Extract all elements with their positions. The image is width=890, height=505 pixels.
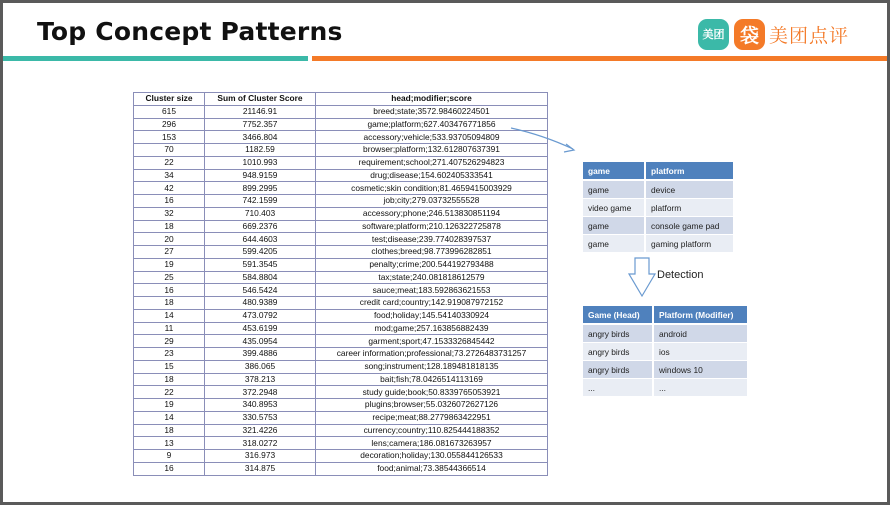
table-cell: tax;state;240.081818612579 [316, 271, 548, 284]
logo-badge-orange: 袋 [734, 19, 765, 50]
column-header: platform [645, 162, 733, 180]
table-cell: 546.5424 [205, 284, 316, 297]
table-cell: 316.973 [205, 450, 316, 463]
table-cell: penalty;crime;200.544192793488 [316, 258, 548, 271]
table-cell: 318.0272 [205, 437, 316, 450]
table-cell: 296 [134, 118, 205, 131]
table-cell: 42 [134, 182, 205, 195]
slide [3, 3, 887, 502]
column-header: Cluster size [134, 93, 205, 106]
table-cell: 32 [134, 207, 205, 220]
table-cell: 18 [134, 373, 205, 386]
table-cell: 16 [134, 284, 205, 297]
table-cell: 584.8804 [205, 271, 316, 284]
table-cell: 1010.993 [205, 156, 316, 169]
table-cell: game [583, 217, 645, 235]
table-cell: accessory;phone;246.513830851194 [316, 207, 548, 220]
table-cell: ... [583, 379, 653, 397]
table-cell: 23 [134, 348, 205, 361]
table-cell: 22 [134, 156, 205, 169]
table-cell: food;holiday;145.54140330924 [316, 309, 548, 322]
table-cell: lens;camera;186.081673263957 [316, 437, 548, 450]
table-cell: requirement;school;271.407526294823 [316, 156, 548, 169]
column-header: Sum of Cluster Score [205, 93, 316, 106]
table-cell: 480.9389 [205, 297, 316, 310]
slide-title: Top Concept Patterns [37, 17, 343, 46]
table-cell: 27 [134, 246, 205, 259]
table-cell: bait;fish;78.0426514113169 [316, 373, 548, 386]
table-cell: 386.065 [205, 360, 316, 373]
table-cell: 599.4205 [205, 246, 316, 259]
table-cell: study guide;book;50.8339765053921 [316, 386, 548, 399]
table-cell: android [653, 324, 747, 343]
table-cell: 70 [134, 144, 205, 157]
highlighted-pattern: accessory;vehicle;533.93705094809 [363, 131, 500, 142]
table-cell: 378.213 [205, 373, 316, 386]
table-cell: 710.403 [205, 207, 316, 220]
column-header: Game (Head) [583, 306, 653, 324]
table-cell: 15 [134, 360, 205, 373]
highlighted-pattern: game;platform;627.403476771856 [367, 118, 496, 129]
table-cell: 22 [134, 386, 205, 399]
detection-label: Detection [657, 269, 704, 281]
table-cell: angry birds [583, 324, 653, 343]
table-cell: 615 [134, 105, 205, 118]
table-cell: 644.4603 [205, 233, 316, 246]
table-cell: 7752.357 [205, 118, 316, 131]
table-cell: angry birds [583, 361, 653, 379]
column-header: head;modifier;score [316, 93, 548, 106]
table-cell: 11 [134, 322, 205, 335]
table-cell: 29 [134, 335, 205, 348]
table-cell: food;animal;73.38544366514 [316, 462, 548, 475]
table-cell: software;platform;210.126322725878 [316, 220, 548, 233]
table-cell: clothes;breed;98.773996282851 [316, 246, 548, 259]
table-cell: 340.8953 [205, 399, 316, 412]
table-cell: 19 [134, 399, 205, 412]
table-cell: game [583, 180, 645, 199]
table-cell: 591.3545 [205, 258, 316, 271]
table-cell: 948.9159 [205, 169, 316, 182]
table-cell: 9 [134, 450, 205, 463]
table-cell: 321.4226 [205, 424, 316, 437]
table-cell: 399.4886 [205, 348, 316, 361]
highlighted-pattern: credit card;country;142.919087972152 [359, 297, 504, 308]
table-cell: 21146.91 [205, 105, 316, 118]
table-cell: 34 [134, 169, 205, 182]
table-cell: 1182.59 [205, 144, 316, 157]
table-cell: 742.1599 [205, 195, 316, 208]
table-cell: mod;game;257.163856882439 [316, 322, 548, 335]
table-cell: ... [653, 379, 747, 397]
table-cell: browser;platform;132.612807637391 [316, 144, 548, 157]
table-cell: 14 [134, 309, 205, 322]
table-cell: platform [645, 199, 733, 217]
table-cell: 153 [134, 131, 205, 144]
table-cell: 330.5753 [205, 411, 316, 424]
column-header: Platform (Modifier) [653, 306, 747, 324]
column-header: game [583, 162, 645, 180]
table-cell: video game [583, 199, 645, 217]
down-arrow-icon [629, 258, 655, 296]
table-cell: device [645, 180, 733, 199]
table-cell: career information;professional;73.2726483731257 [316, 348, 548, 361]
table-cell: job;city;279.03732555528 [316, 195, 548, 208]
table-cell: 14 [134, 411, 205, 424]
highlighted-pattern: drug;disease;154.602405333541 [370, 169, 493, 180]
table-cell: 3466.804 [205, 131, 316, 144]
table-cell: 473.0792 [205, 309, 316, 322]
table-cell: plugins;browser;55.0326072627126 [316, 399, 548, 412]
table-cell: 13 [134, 437, 205, 450]
table-cell: game [583, 235, 645, 253]
table-cell: 372.2948 [205, 386, 316, 399]
logo-badge-green: 美团 [698, 19, 729, 50]
table-cell: garment;sport;47.1533326845442 [316, 335, 548, 348]
table-cell: currency;country;110.825444188352 [316, 424, 548, 437]
highlighted-pattern: song;instrument;128.189481818135 [364, 361, 499, 372]
table-cell: 16 [134, 462, 205, 475]
table-cell: cosmetic;skin condition;81.4659415003929 [316, 182, 548, 195]
annotation-overlay [3, 3, 887, 502]
table-cell: 435.0954 [205, 335, 316, 348]
link-arrow [511, 128, 573, 149]
table-cell: ios [653, 343, 747, 361]
table-cell: 18 [134, 424, 205, 437]
table-cell: 16 [134, 195, 205, 208]
table-cell: breed;state;3572.98460224501 [316, 105, 548, 118]
table-cell: 669.2376 [205, 220, 316, 233]
table-cell: recipe;meat;88.2779863422951 [316, 411, 548, 424]
table-cell: sauce;meat;183.592863621553 [316, 284, 548, 297]
table-cell: 25 [134, 271, 205, 284]
table-cell: 20 [134, 233, 205, 246]
table-cell: test;disease;239.774028397537 [316, 233, 548, 246]
table-cell: windows 10 [653, 361, 747, 379]
table-cell: console game pad [645, 217, 733, 235]
table-cell: 19 [134, 258, 205, 271]
table-cell: angry birds [583, 343, 653, 361]
table-cell: decoration;holiday;130.055844126533 [316, 450, 548, 463]
table-cell: 453.6199 [205, 322, 316, 335]
table-cell: 18 [134, 220, 205, 233]
table-cell: gaming platform [645, 235, 733, 253]
table-cell: 899.2995 [205, 182, 316, 195]
table-cell: 18 [134, 297, 205, 310]
table-cell: 314.875 [205, 462, 316, 475]
logo-text: 美团点评 [769, 24, 850, 47]
